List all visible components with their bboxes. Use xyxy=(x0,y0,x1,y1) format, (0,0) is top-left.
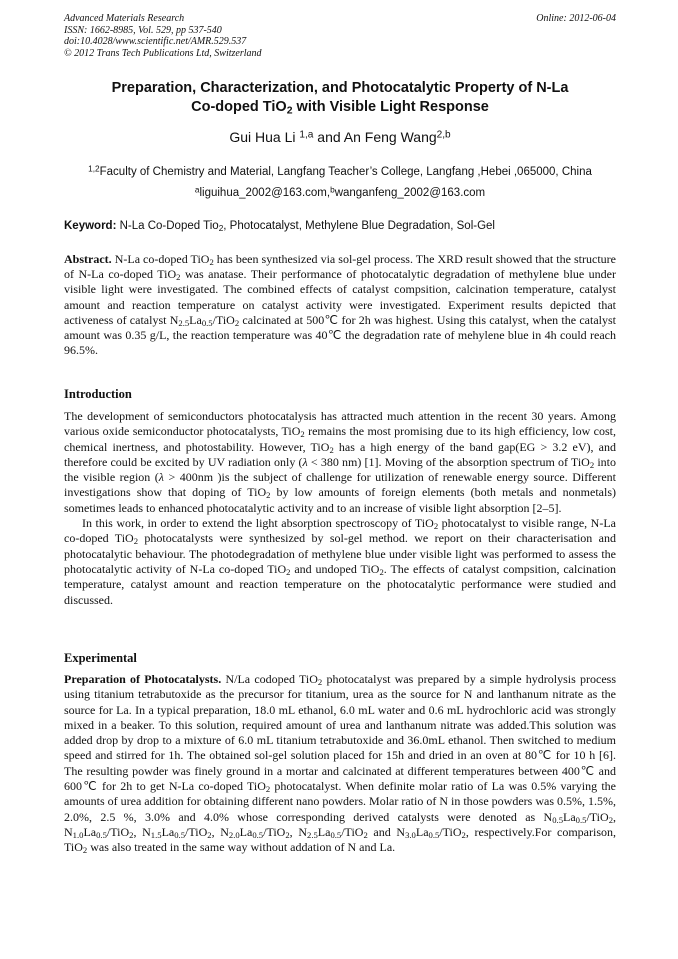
affiliation-line xyxy=(64,162,616,183)
exp-text: and N xyxy=(367,824,406,839)
subscript: 2.0 xyxy=(228,830,240,841)
intro-text: . The effects of catalyst compsition, calcination temperature, catalyst amount and reaction temperature on the photocatalytic performance were studied and discussed. xyxy=(64,561,616,607)
introduction-heading: Introduction xyxy=(64,387,132,401)
email-a-sup: a xyxy=(194,185,200,195)
affiliation-sup: 1,2 xyxy=(88,164,100,174)
exp-text: /TiO xyxy=(586,809,609,824)
exp-text: was also treated in the same way without addation of N and La. xyxy=(87,840,396,855)
subscript: 2 xyxy=(207,830,212,841)
abstract-text: La xyxy=(189,312,202,327)
exp-text: , N xyxy=(64,809,616,839)
intro-paragraph-2 xyxy=(64,516,616,608)
experimental-paragraph xyxy=(64,672,616,856)
author-1: Gui Hua Li xyxy=(229,129,300,145)
subscript: 1.5 xyxy=(150,830,162,841)
title-line-2a: Co-doped TiO xyxy=(191,99,287,115)
subscript: 2 xyxy=(82,845,88,856)
abstract xyxy=(64,252,616,358)
subscript: 2 xyxy=(286,567,291,578)
subscript: 2 xyxy=(433,521,439,532)
intro-text: and undoped TiO xyxy=(290,561,380,576)
issn-line: ISSN: 1662-8985, Vol. 529, pp 537-540 xyxy=(64,24,222,36)
subscript: 1.0 xyxy=(72,830,84,841)
subscript: 0.5 xyxy=(330,830,342,841)
abstract-text: calcinated at 500℃ for 2h was highest. Using this catalyst, when the catalyst amount was 0.35 g/L, the reaction temperature was 40℃ the degradation rate of mehylene blue in 4h could reach 96.5%. xyxy=(64,312,616,358)
abstract-text: N-La co-doped TiO xyxy=(111,252,210,266)
subscript: 0.5 xyxy=(575,814,587,825)
exp-text: photocatalyst. When definite molar ratio of La was 0.5% varying the amounts of urea addition for obtaining different nano powders. Molar ratio of N in those powders was 0.5%, 1.5%, 2.0%, 2.5 %, 3.0% and 4.0% whose corresponding derived catalysts were denoted as N xyxy=(64,779,616,824)
experimental-body xyxy=(64,672,616,856)
exp-text: , respectively.For comparison, TiO xyxy=(64,824,617,855)
subscript: 0.5 xyxy=(428,830,440,841)
exp-text: N/La codoped TiO xyxy=(221,672,318,686)
intro-text: In this work, in order to extend the light absorption spectroscopy of TiO xyxy=(82,516,434,531)
subscript: 0.5 xyxy=(96,830,107,841)
author-line xyxy=(64,128,616,146)
intro-text: into the visible region ( xyxy=(64,454,617,485)
lambda-symbol: λ xyxy=(302,454,308,469)
exp-text: photocatalyst was prepared by a simple hydrolysis process using titanium tetrabutoxide as the precursor for titanium, urea as the source for N and lanthanum nitrate as the source for La. In a typical preparation, 18.0 mL ethanol, 6.0 mL water and 0.6 mL hydrochloric acid was strongly mixed in a beaker. To this solution, required amount of urea and lanthanum nitrate was added.This solution was added drop by drop to a mixture of 6.0 mL titanium tetrabutoxide and 36.0mL ethanol. Then switched to medium speed and stirred for 1h. The obtained sol-gel solution placed for 15h and dried in an oven at 80℃ for 10 h [6]. The resulting powder was finely ground in a mortar and calcinated at different temperatures between 400℃ and 600℃ for 2h to get N-La co-doped TiO xyxy=(64,672,617,794)
exp-text: /TiO xyxy=(341,824,364,839)
subscript: 2 xyxy=(300,429,305,440)
abstract-label: Abstract. xyxy=(64,252,112,266)
subscript: 2 xyxy=(285,830,290,841)
intro-text: photocatalysts were synthesized by sol-gel method. we report on their characterisation and photocatalytic behaviour. The photodegradation of methylene blue under visible light was performed to assess the photocatalytic activity of N-La co-doped TiO xyxy=(64,531,616,576)
subscript: 2 xyxy=(218,224,224,234)
journal-name: Advanced Materials Research xyxy=(64,13,185,24)
subscript: 2 xyxy=(589,460,595,471)
subscript: 2 xyxy=(317,677,323,688)
subscript: 2 xyxy=(379,567,384,578)
subscript: 2.5 xyxy=(178,317,190,328)
intro-text: < 380 nm) [1]. Moving of the absorption spectrum of TiO xyxy=(307,454,590,469)
abstract-text: was anatase. Their performance of photocatalytic degradation of methylene blue under visible light were investigated. The combined effects of catalyst compsition, calcination temperature, catalyst amount and reaction temperature on catalyst activity were investigated. Experiment results depicted that activeness of catalyst N xyxy=(64,267,616,327)
affiliation-block xyxy=(64,162,616,204)
subscript: 2.5 xyxy=(307,830,318,841)
keywords-text-1: N-La Co-Doped Tio xyxy=(116,220,219,232)
journal-header xyxy=(64,13,616,59)
subscript: 0.5 xyxy=(174,830,185,841)
intro-text: has a high energy of the band gap(EG > 3.2 eV), and therefore could be excited by UV radiation only ( xyxy=(64,439,616,469)
exp-text: /TiO xyxy=(439,824,462,839)
abstract-text: has been synthesized via sol-gel process. The XRD result showed that the structure of N-La co-doped TiO xyxy=(64,252,616,282)
exp-text: La xyxy=(83,824,97,839)
introduction-body xyxy=(64,409,616,608)
exp-text: La xyxy=(317,824,331,839)
intro-text: > 400nm )is the subject of challenge for utilization of renewable energy source. Different investigations show that doping of TiO xyxy=(64,470,616,500)
exp-text: /TiO xyxy=(106,824,130,839)
intro-text: remains the most promising due to its high efficiency, low cost, chemical inertness, and photostability. However, TiO xyxy=(64,424,616,454)
subscript: 3.0 xyxy=(405,830,416,841)
abstract-text: /TiO xyxy=(212,312,235,327)
intro-paragraph-1 xyxy=(64,409,616,516)
subscript: 2 xyxy=(234,317,240,328)
subscript: 2 xyxy=(608,814,613,825)
exp-text: /TiO xyxy=(185,824,208,839)
exp-text: La xyxy=(239,824,253,839)
subscript: 2 xyxy=(265,784,271,795)
title-line-2b: with Visible Light Response xyxy=(292,99,489,115)
exp-text: , N xyxy=(211,824,229,839)
email-line xyxy=(64,183,616,204)
subscript: 2 xyxy=(286,105,293,117)
subscript: 0.5 xyxy=(252,830,264,841)
exp-text: , N xyxy=(133,824,151,839)
intro-text: The development of semiconductors photocatalysis has attracted much attention in the recent 30 years. Among various oxide semiconductor photocatalysts, TiO xyxy=(64,409,616,439)
subscript: 2 xyxy=(461,830,466,841)
subscript: 2 xyxy=(176,272,181,283)
author-1-sup: 1,a xyxy=(299,129,314,141)
keywords-label: Keyword: xyxy=(64,220,117,232)
copyright-line: © 2012 Trans Tech Publications Ltd, Switzerland xyxy=(64,47,262,59)
author-2-sup: 2,b xyxy=(436,129,451,141)
doi-line: doi:10.4028/www.scientific.net/AMR.529.537 xyxy=(64,36,247,47)
paper-title xyxy=(64,79,616,117)
subscript: 2 xyxy=(209,257,214,268)
email-b[interactable]: wanganfeng_2002@163.com xyxy=(334,187,486,199)
subscript: 2 xyxy=(133,536,139,547)
subscript: 2 xyxy=(129,830,134,841)
intro-text: photocatalyst to visible range, N-La co-doped TiO xyxy=(64,516,616,546)
exp-text: La xyxy=(415,824,429,839)
intro-text: by low amounts of foreign elements (both metals and nonmetals) sometimes leads to enhanced photocatalytic activity and to an increase of visible light absorption [2–5]. xyxy=(64,485,617,515)
subscript: 2 xyxy=(363,830,368,841)
lambda-symbol: λ xyxy=(158,470,164,485)
exp-text: /TiO xyxy=(263,824,286,839)
experimental-label: Preparation of Photocatalysts. xyxy=(64,672,222,686)
exp-text: La xyxy=(161,824,175,839)
online-date: Online: 2012-06-04 xyxy=(536,13,616,24)
keywords xyxy=(64,219,616,234)
exp-text: La xyxy=(563,809,576,824)
subscript: 0.5 xyxy=(201,317,213,328)
author-2: and An Feng Wang xyxy=(313,129,437,145)
keywords-text-2: , Photocatalyst, Methylene Blue Degradation, Sol-Gel xyxy=(223,220,495,232)
exp-text: , N xyxy=(289,824,307,839)
email-b-sup: b xyxy=(330,185,335,195)
affiliation-text: Faculty of Chemistry and Material, Langfang Teacher’s College, Langfang ,Hebei ,065000, China xyxy=(99,166,592,178)
subscript: 2 xyxy=(266,490,271,501)
experimental-heading: Experimental xyxy=(64,651,137,665)
subscript: 0.5 xyxy=(552,814,563,825)
email-a[interactable]: liguihua_2002@163.com, xyxy=(199,187,331,199)
title-line-1: Preparation, Characterization, and Photocatalytic Property of N-La xyxy=(111,80,569,96)
subscript: 2 xyxy=(329,444,334,455)
